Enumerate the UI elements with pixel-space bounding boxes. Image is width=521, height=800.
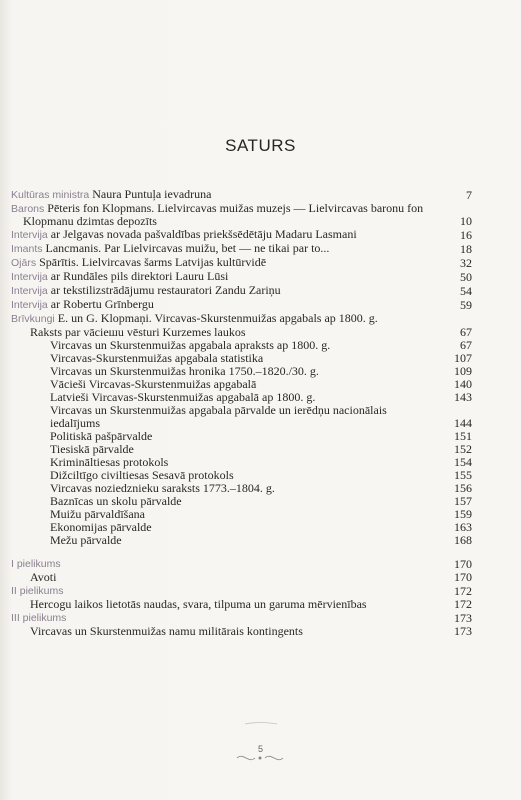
table-of-contents [11,188,472,638]
toc-page-number: 159 [454,506,472,521]
toc-entry[interactable] [11,228,472,241]
toc-entry-title: Naura Puntuļa ievadruna [92,187,212,201]
toc-entry-title: Vācieši Vircavas-Skurstenmuižas apgabalā [50,377,257,392]
toc-page-number: 170 [454,556,472,571]
toc-entry-title: Spārītis. Lielvircavas šarms Latvijas kultūrvidē [39,255,267,270]
toc-entry-text [11,256,432,269]
toc-page-number: 157 [454,493,472,508]
toc-entry[interactable] [11,365,472,377]
toc-entry-text [11,228,432,241]
toc-page-number: 151 [454,428,472,443]
toc-entry-text [11,284,432,297]
toc-entry-label: Brīvkungi [11,313,55,326]
toc-entry-text [30,571,432,583]
ornament-icon [235,752,285,764]
toc-entry-title: Vircavas un Skurstenmuižas namu militārais kontingents [30,623,303,638]
toc-entry-text [30,326,432,338]
toc-entry-text [50,404,432,429]
toc-entry[interactable] [11,557,472,570]
toc-entry[interactable] [11,339,472,351]
toc-entry-text [50,495,432,507]
toc-entry-title: ar Robertu Grīnbergu [50,297,154,312]
toc-entry-title: Pēteris fon Klopmans. Lielvircavas muižas muzejs — Lielvircavas baronu fon Klopmanu dzimtas depozīts [23,201,424,229]
toc-page-number: 109 [454,364,472,379]
toc-entry-title: ar Rundāles pils direktori Lauru Lūsi [50,269,229,284]
toc-page-number: 107 [454,351,472,366]
toc-entry-title: Dižciltīgo civiltiesas Sesavā protokols [50,467,234,482]
toc-page-number: 143 [454,390,472,405]
toc-entry-text [50,378,432,390]
toc-entry[interactable] [11,482,472,494]
toc-entry[interactable] [11,469,472,481]
toc-entry-text [11,202,432,228]
toc-entry-label: Intervija [11,285,48,298]
toc-entry-text [50,534,432,546]
toc-page-number: 144 [454,415,472,430]
toc-entry-label: I pielikums [11,557,61,570]
toc-entry-text [11,298,432,311]
toc-entry[interactable] [11,625,472,637]
toc-entry[interactable] [11,430,472,442]
toc-entry[interactable] [11,508,472,520]
toc-entry[interactable] [11,598,472,610]
toc-entry[interactable] [11,188,472,201]
toc-page-number: 172 [454,583,472,598]
toc-entry-text [50,352,432,364]
toc-page-number: 163 [454,519,472,534]
toc-page-number: 59 [460,298,472,313]
toc-entry-text [50,508,432,520]
toc-entry[interactable] [11,270,472,283]
toc-entry-title: Avoti [30,569,57,584]
toc-page-number: 172 [454,596,472,611]
toc-entry-text [30,625,432,637]
toc-entry-label: III pielikums [11,611,67,624]
toc-page-number: 67 [460,325,472,340]
toc-entry-title: Raksts par vācieшu vēsturi Kurzemes laukos [30,325,246,340]
toc-entry[interactable] [11,534,472,546]
toc-entry[interactable] [11,404,472,429]
toc-entry[interactable] [11,571,472,583]
page-title: SATURS [225,136,296,155]
toc-page-number: 152 [454,441,472,456]
toc-entry-text [30,598,432,610]
toc-entry-text [11,270,432,283]
page-number: 5 [257,744,263,754]
toc-entry-title: Tiesiskā pārvalde [50,441,134,456]
toc-page-number: 168 [454,532,472,547]
toc-entry-title: ar tekstilizstrādājumu restauratori Zandu Zariņu [50,283,281,298]
toc-entry-title: Hercogu laikos lietotās naudas, svara, tilpuma un garuma mērvienības [30,596,367,611]
toc-entry-text [11,312,432,325]
toc-entry-title: Krimināltiesas protokols [50,454,169,469]
toc-entry-text [50,469,432,481]
toc-entry-title: Vircavas un Skurstenmuižas apgabala apraksts ap 1800. g. [50,338,331,353]
toc-entry-title: Lancmanis. Par Lielvircavas muižu, bet — ne tikai par to... [45,241,330,256]
toc-entry[interactable] [11,352,472,364]
toc-page-number: 18 [460,242,472,257]
toc-page-number: 16 [460,228,472,243]
toc-entry[interactable] [11,202,472,228]
toc-entry-text [50,521,432,533]
toc-page-number: 50 [460,270,472,285]
toc-entry[interactable] [11,242,472,255]
toc-entry[interactable] [11,495,472,507]
toc-entry-text [50,339,432,351]
toc-entry-title: Vircavas noziedznieku saraksts 1773.–1804. g. [50,480,275,495]
toc-entry-title: Latvieši Vircavas-Skurstenmuižas apgabalā ap 1800. g. [50,390,316,405]
toc-entry-title: Vircavas-Skurstenmuižas apgabala statistika [50,351,264,366]
toc-entry[interactable] [11,326,472,338]
toc-entry-text [50,391,432,403]
toc-entry[interactable] [11,521,472,533]
toc-entry-label: Intervija [11,271,48,284]
toc-entry-text [11,611,432,624]
toc-page-number: 7 [466,188,472,202]
toc-entry-text [50,430,432,442]
toc-entry-text [11,584,432,597]
toc-page-number: 154 [454,454,472,469]
toc-page-number: 67 [460,338,472,353]
toc-page-number: 54 [460,284,472,299]
toc-page-number: 173 [454,610,472,625]
toc-entry[interactable] [11,584,472,597]
toc-entry[interactable] [11,456,472,468]
toc-entry-label: Ojārs [11,257,37,270]
toc-page-number: 155 [454,467,472,482]
toc-entry-label: Intervija [11,229,48,242]
toc-entry-label: Barons [11,203,45,215]
toc-entry-title: ar Jelgavas novada pašvaldības priekšsēdētāju Madaru Lasmani [50,227,357,242]
toc-entry-title: Vircavas un Skurstenmuižas apgabala pārvalde un ierēdņu nacionālais iedalījums [50,403,387,430]
toc-entry[interactable] [11,256,472,269]
toc-entry-text [50,456,432,468]
toc-entry[interactable] [11,312,472,325]
toc-entry-text [11,188,432,201]
toc-entry-label: Kultūras ministra [11,189,90,201]
toc-entry[interactable] [11,284,472,297]
toc-entry[interactable] [11,391,472,403]
small-flourish-icon [241,720,281,728]
toc-entry-label: II pielikums [11,584,64,597]
toc-entry-text [11,557,432,570]
toc-gap [11,547,472,557]
toc-page-number: 173 [454,623,472,638]
toc-page-number: 156 [454,480,472,495]
toc-entry-title: Ekonomijas pārvalde [50,519,152,534]
toc-entry[interactable] [11,378,472,390]
toc-entry-text [50,482,432,494]
toc-entry[interactable] [11,443,472,455]
toc-entry-label: Imants [11,243,43,256]
toc-entry-title: Muižu pārvaldīšana [50,506,145,521]
toc-entry-text [50,443,432,455]
toc-entry-title: Vircavas un Skurstenmuižas hronika 1750.–1820./30. g. [50,364,319,379]
toc-entry-label: Intervija [11,299,48,312]
toc-entry[interactable] [11,298,472,311]
toc-entry[interactable] [11,611,472,624]
toc-page-number: 140 [454,377,472,392]
toc-entry-text [50,365,432,377]
toc-entry-text [11,242,432,255]
toc-entry-title: Politiskā pašpārvalde [50,428,153,443]
toc-entry-title: Baznīcas un skolu pārvalde [50,493,182,508]
toc-page-number: 32 [460,256,472,271]
toc-page-number: 10 [460,214,472,229]
toc-entry-title: Mežu pārvalde [50,532,122,547]
toc-entry-title: E. un G. Klopmaņi. Vircavas-Skurstenmuižas apgabals ap 1800. g. [57,311,378,326]
toc-page-number: 170 [454,569,472,584]
